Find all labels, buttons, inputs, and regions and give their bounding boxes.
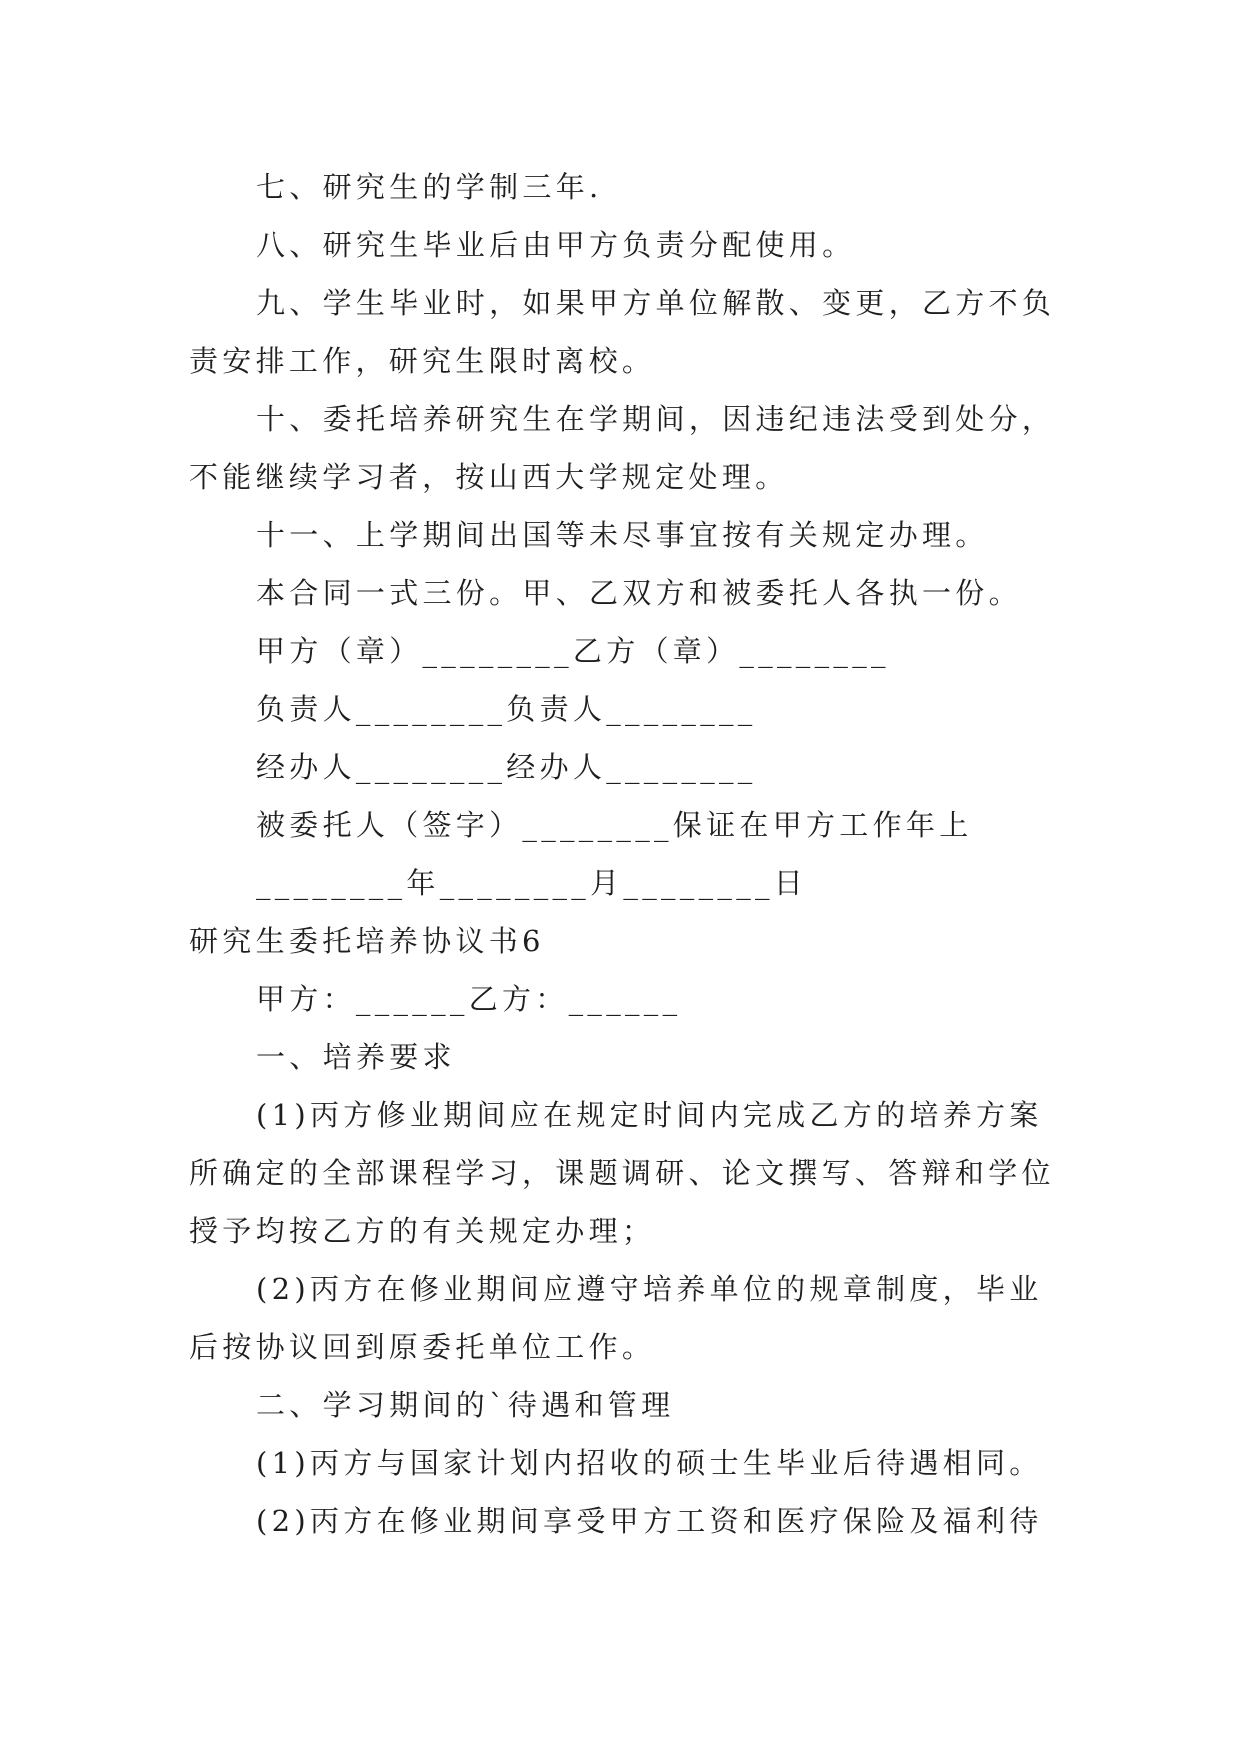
section-heading: 二、学习期间的`待遇和管理 xyxy=(256,1388,675,1422)
section-heading: 一、培养要求 xyxy=(256,1040,456,1074)
paragraph-line: 十、委托培养研究生在学期间，因违纪违法受到处分， xyxy=(256,402,1056,436)
paragraph-line: 十一、上学期间出国等未尽事宜按有关规定办理。 xyxy=(256,518,989,552)
paragraph-line: (1)丙方与国家计划内招收的硕士生毕业后待遇相同。 xyxy=(256,1446,1043,1480)
paragraph-line: 本合同一式三份。甲、乙双方和被委托人各执一份。 xyxy=(256,576,1022,610)
paragraph-line: (1)丙方修业期间应在规定时间内完成乙方的培养方案 xyxy=(256,1098,1043,1132)
paragraph-line: (2)丙方在修业期间应遵守培养单位的规章制度，毕业 xyxy=(256,1272,1043,1306)
paragraph-line: 不能继续学习者，按山西大学规定处理。 xyxy=(189,460,789,494)
date-line: ________年________月________日 xyxy=(256,866,808,900)
signature-line: 甲方（章）________乙方（章）________ xyxy=(256,634,890,668)
paragraph-line: (2)丙方在修业期间享受甲方工资和医疗保险及福利待 xyxy=(256,1504,1043,1538)
section-title: 研究生委托培养协议书6 xyxy=(189,924,545,958)
paragraph-line: 八、研究生毕业后由甲方负责分配使用。 xyxy=(256,228,856,262)
signature-line: 负责人________负责人________ xyxy=(256,692,757,726)
parties-line: 甲方：______乙方：______ xyxy=(256,982,682,1016)
paragraph-line: 九、学生毕业时，如果甲方单位解散、变更，乙方不负 xyxy=(256,286,1056,320)
signature-line: 经办人________经办人________ xyxy=(256,750,757,784)
paragraph-line: 授予均按乙方的有关规定办理； xyxy=(189,1214,656,1248)
paragraph-line: 后按协议回到原委托单位工作。 xyxy=(189,1330,656,1364)
signature-line: 被委托人（签字）________保证在甲方工作年上 xyxy=(256,808,973,842)
paragraph-line: 所确定的全部课程学习，课题调研、论文撰写、答辩和学位 xyxy=(189,1156,1055,1190)
paragraph-line: 责安排工作，研究生限时离校。 xyxy=(189,344,656,378)
paragraph-line: 七、研究生的学制三年. xyxy=(256,170,603,204)
